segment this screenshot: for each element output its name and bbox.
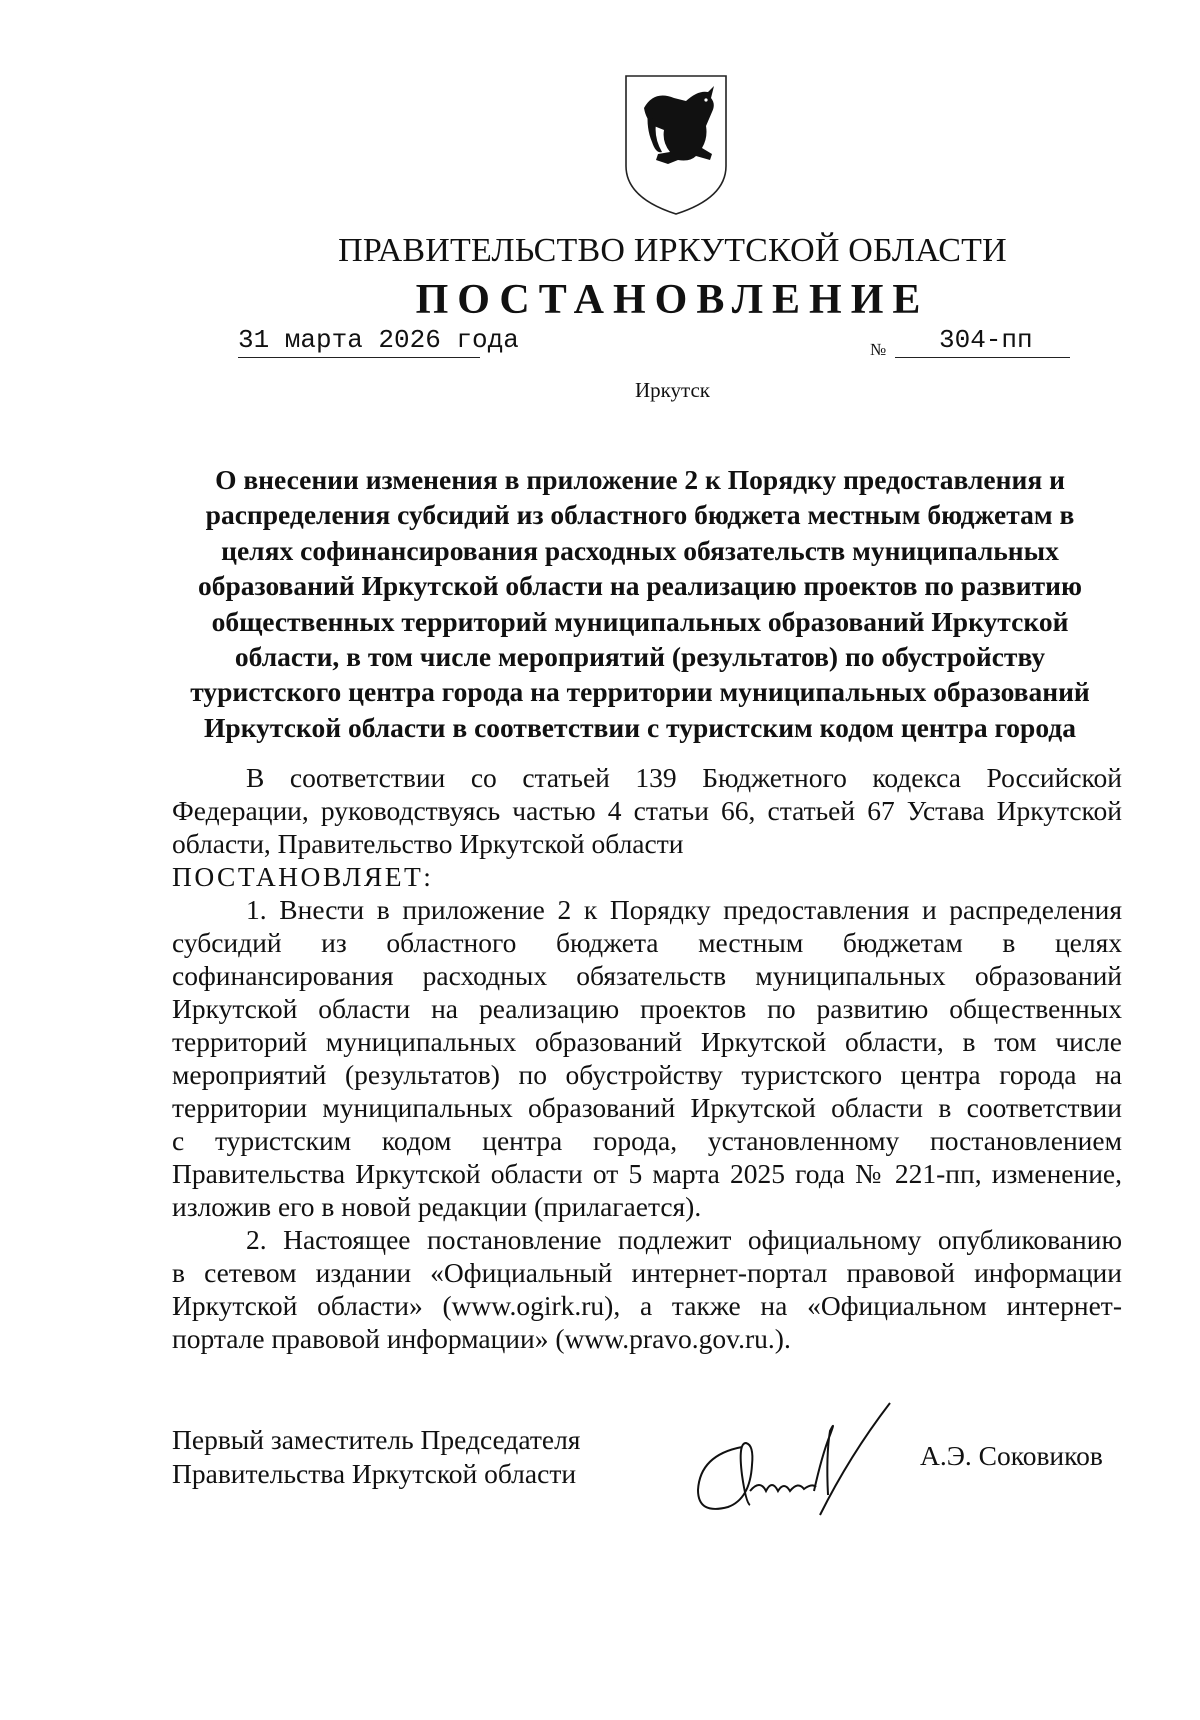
body-line: 2. Настоящее постановление подлежит официальному опубликованию	[246, 1224, 1122, 1255]
coat-of-arms-icon	[616, 68, 736, 218]
number-sign: №	[870, 340, 887, 359]
body-line: Правительства Иркутской области от 5 марта 2025 года № 221-пп, изменение,	[172, 1158, 1122, 1189]
body-line: Федерации, руководствуясь частью 4 статьи 66, статьей 67 Устава Иркутской	[172, 795, 1122, 826]
signatory-name: А.Э. Соковиков	[920, 1440, 1103, 1471]
document-subject	[180, 462, 1100, 745]
body-line: территории муниципальных образований Иркутской области в соответствии	[172, 1092, 1122, 1123]
subject-line: Иркутской области в соответствии с туристским кодом центра города	[204, 711, 1076, 743]
body-line: В соответствии со статьей 139 Бюджетного кодекса Российской	[246, 762, 1122, 793]
body-line: портале правовой информации» (www.pravo.gov.ru.).	[172, 1323, 791, 1354]
document-number: 304-пп	[895, 325, 1070, 358]
subject-line: распределения субсидий из областного бюджета местным бюджетам в	[205, 499, 1075, 531]
resolution-keyword: ПОСТАНОВЛЯЕТ:	[172, 861, 434, 892]
document-type: ПОСТАНОВЛЕНИЕ	[415, 277, 930, 323]
position-line: Правительства Иркутской области	[172, 1458, 577, 1489]
body-line: с туристским кодом центра города, установленному постановлением	[172, 1125, 1122, 1156]
body-line: территорий муниципальных образований Иркутской области, в том числе	[172, 1026, 1122, 1057]
subject-line: образований Иркутской области на реализацию проектов по развитию	[198, 570, 1082, 602]
city: Иркутск	[634, 378, 711, 402]
body-line: Иркутской области» (www.ogirk.ru), а также на «Официальном интернет-	[172, 1290, 1122, 1321]
body-line: субсидий из областного бюджета местным бюджетам в целях	[172, 927, 1122, 958]
body-line: софинансирования расходных обязательств муниципальных образований	[172, 960, 1122, 991]
body-line: изложив его в новой редакции (прилагается).	[172, 1191, 702, 1222]
document-date: 31 марта 2026 года	[238, 325, 480, 358]
body-line: в сетевом издании «Официальный интернет-портал правовой информации	[172, 1257, 1122, 1288]
handwritten-signature-icon	[680, 1395, 920, 1535]
subject-line: целях софинансирования расходных обязательств муниципальных	[221, 534, 1059, 566]
subject-line: общественных территорий муниципальных образований Иркутской	[211, 605, 1069, 637]
body-line: мероприятий (результатов) по обустройству туристского центра города на	[172, 1059, 1122, 1090]
body-line: Иркутской области на реализацию проектов по развитию общественных	[172, 993, 1122, 1024]
signatory-position	[172, 1423, 580, 1491]
subject-line: туристского центра города на территории муниципальных образований	[190, 676, 1090, 708]
document-body	[172, 761, 1122, 1355]
body-line: 1. Внести в приложение 2 к Порядку предоставления и распределения	[246, 894, 1122, 925]
body-line: области, Правительство Иркутской области	[172, 828, 684, 859]
subject-line: О внесении изменения в приложение 2 к Порядку предоставления и	[215, 464, 1065, 495]
subject-line: области, в том числе мероприятий (результатов) по обустройству	[234, 641, 1046, 673]
government-title: ПРАВИТЕЛЬСТВО ИРКУТСКОЙ ОБЛАСТИ	[338, 232, 1007, 269]
position-line: Первый заместитель Председателя	[172, 1424, 581, 1455]
